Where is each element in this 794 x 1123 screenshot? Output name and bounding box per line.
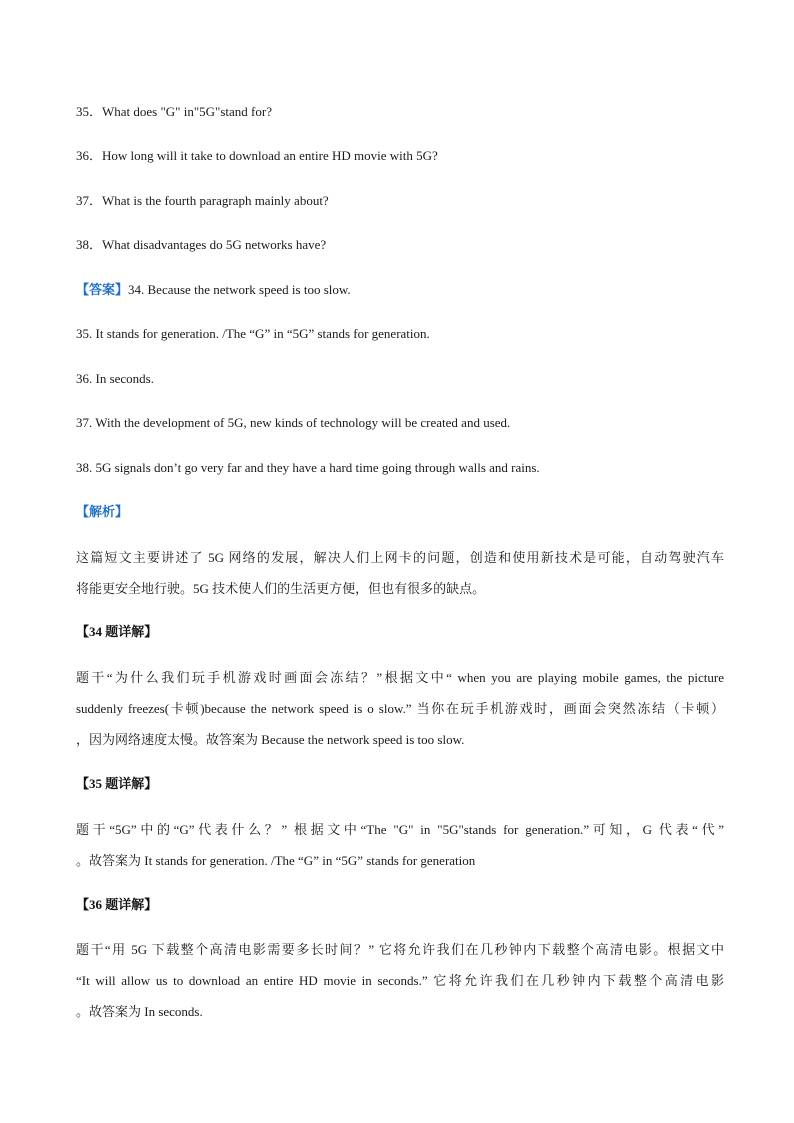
answer-37: 37. With the development of 5G, new kinds of technology will be created and used.: [76, 415, 511, 430]
analysis-heading: [76, 504, 724, 520]
detail-36-body: [76, 934, 724, 1027]
question-35: 35．What does "G" in"5G"stand for?: [76, 104, 272, 119]
analysis-summary-line: 这篇短文主要讲述了 5G 网络的发展，解决人们上网卡的问题，创造和使用新技术是可能，自动驾驶汽车: [76, 550, 724, 565]
answer-38: 38. 5G signals don’t go very far and they have a hard time going through walls and rains.: [76, 460, 540, 475]
detail-35-heading: 【35 题详解】: [76, 776, 158, 791]
answer-35: 35. It stands for generation. /The “G” in “5G” stands for generation.: [76, 326, 430, 341]
detail-36-line: 。故答案为 In seconds.: [76, 1004, 203, 1019]
detail-34-heading: 【34 题详解】: [76, 624, 158, 639]
question-38: 38．What disadvantages do 5G networks have?: [76, 237, 327, 252]
answer-34: [76, 282, 724, 298]
analysis-summary-line: 将能更安全地行驶。5G 技术使人们的生活更方便，但也有很多的缺点。: [76, 581, 486, 596]
detail-34-line: 题干“为什么我们玩手机游戏时画面会冻结？”根据文中“ when you are playing mobile games, the picture: [76, 670, 724, 685]
question-36: 36．How long will it take to download an entire HD movie with 5G?: [76, 148, 438, 163]
detail-36-heading: 【36 题详解】: [76, 897, 158, 912]
answer-34-text: 34. Because the network speed is too slow.: [128, 282, 351, 297]
detail-36-line: “It will allow us to download an entire HD movie in seconds.” 它将允许我们在几秒钟内下载整个高清电影: [76, 973, 724, 988]
answer-36: 36. In seconds.: [76, 371, 154, 386]
detail-34-line: suddenly freezes(卡顿)because the network speed is o slow.” 当你在玩手机游戏时，画面会突然冻结（卡顿）: [76, 701, 724, 716]
detail-35-line: 题干“5G”中的“G”代表什么？” 根据文中“The "G" in "5G"stands for generation.”可知，G 代表“代”: [76, 822, 724, 837]
detail-34-body: [76, 662, 724, 755]
question-37: 37．What is the fourth paragraph mainly about?: [76, 193, 329, 208]
analysis-summary: [76, 542, 724, 604]
detail-35-line: 。故答案为 It stands for generation. /The “G” in “5G” stands for generation: [76, 853, 476, 868]
detail-34-line: ，因为网络速度太慢。故答案为 Because the network speed is too slow.: [76, 732, 465, 747]
detail-36-line: 题干“用 5G 下载整个高清电影需要多长时间？” 它将允许我们在几秒钟内下载整个高清电影。根据文中: [76, 942, 724, 957]
detail-35-body: [76, 814, 724, 876]
analysis-tag: 【解析】: [76, 504, 129, 519]
answer-tag: 【答案】: [76, 282, 129, 297]
